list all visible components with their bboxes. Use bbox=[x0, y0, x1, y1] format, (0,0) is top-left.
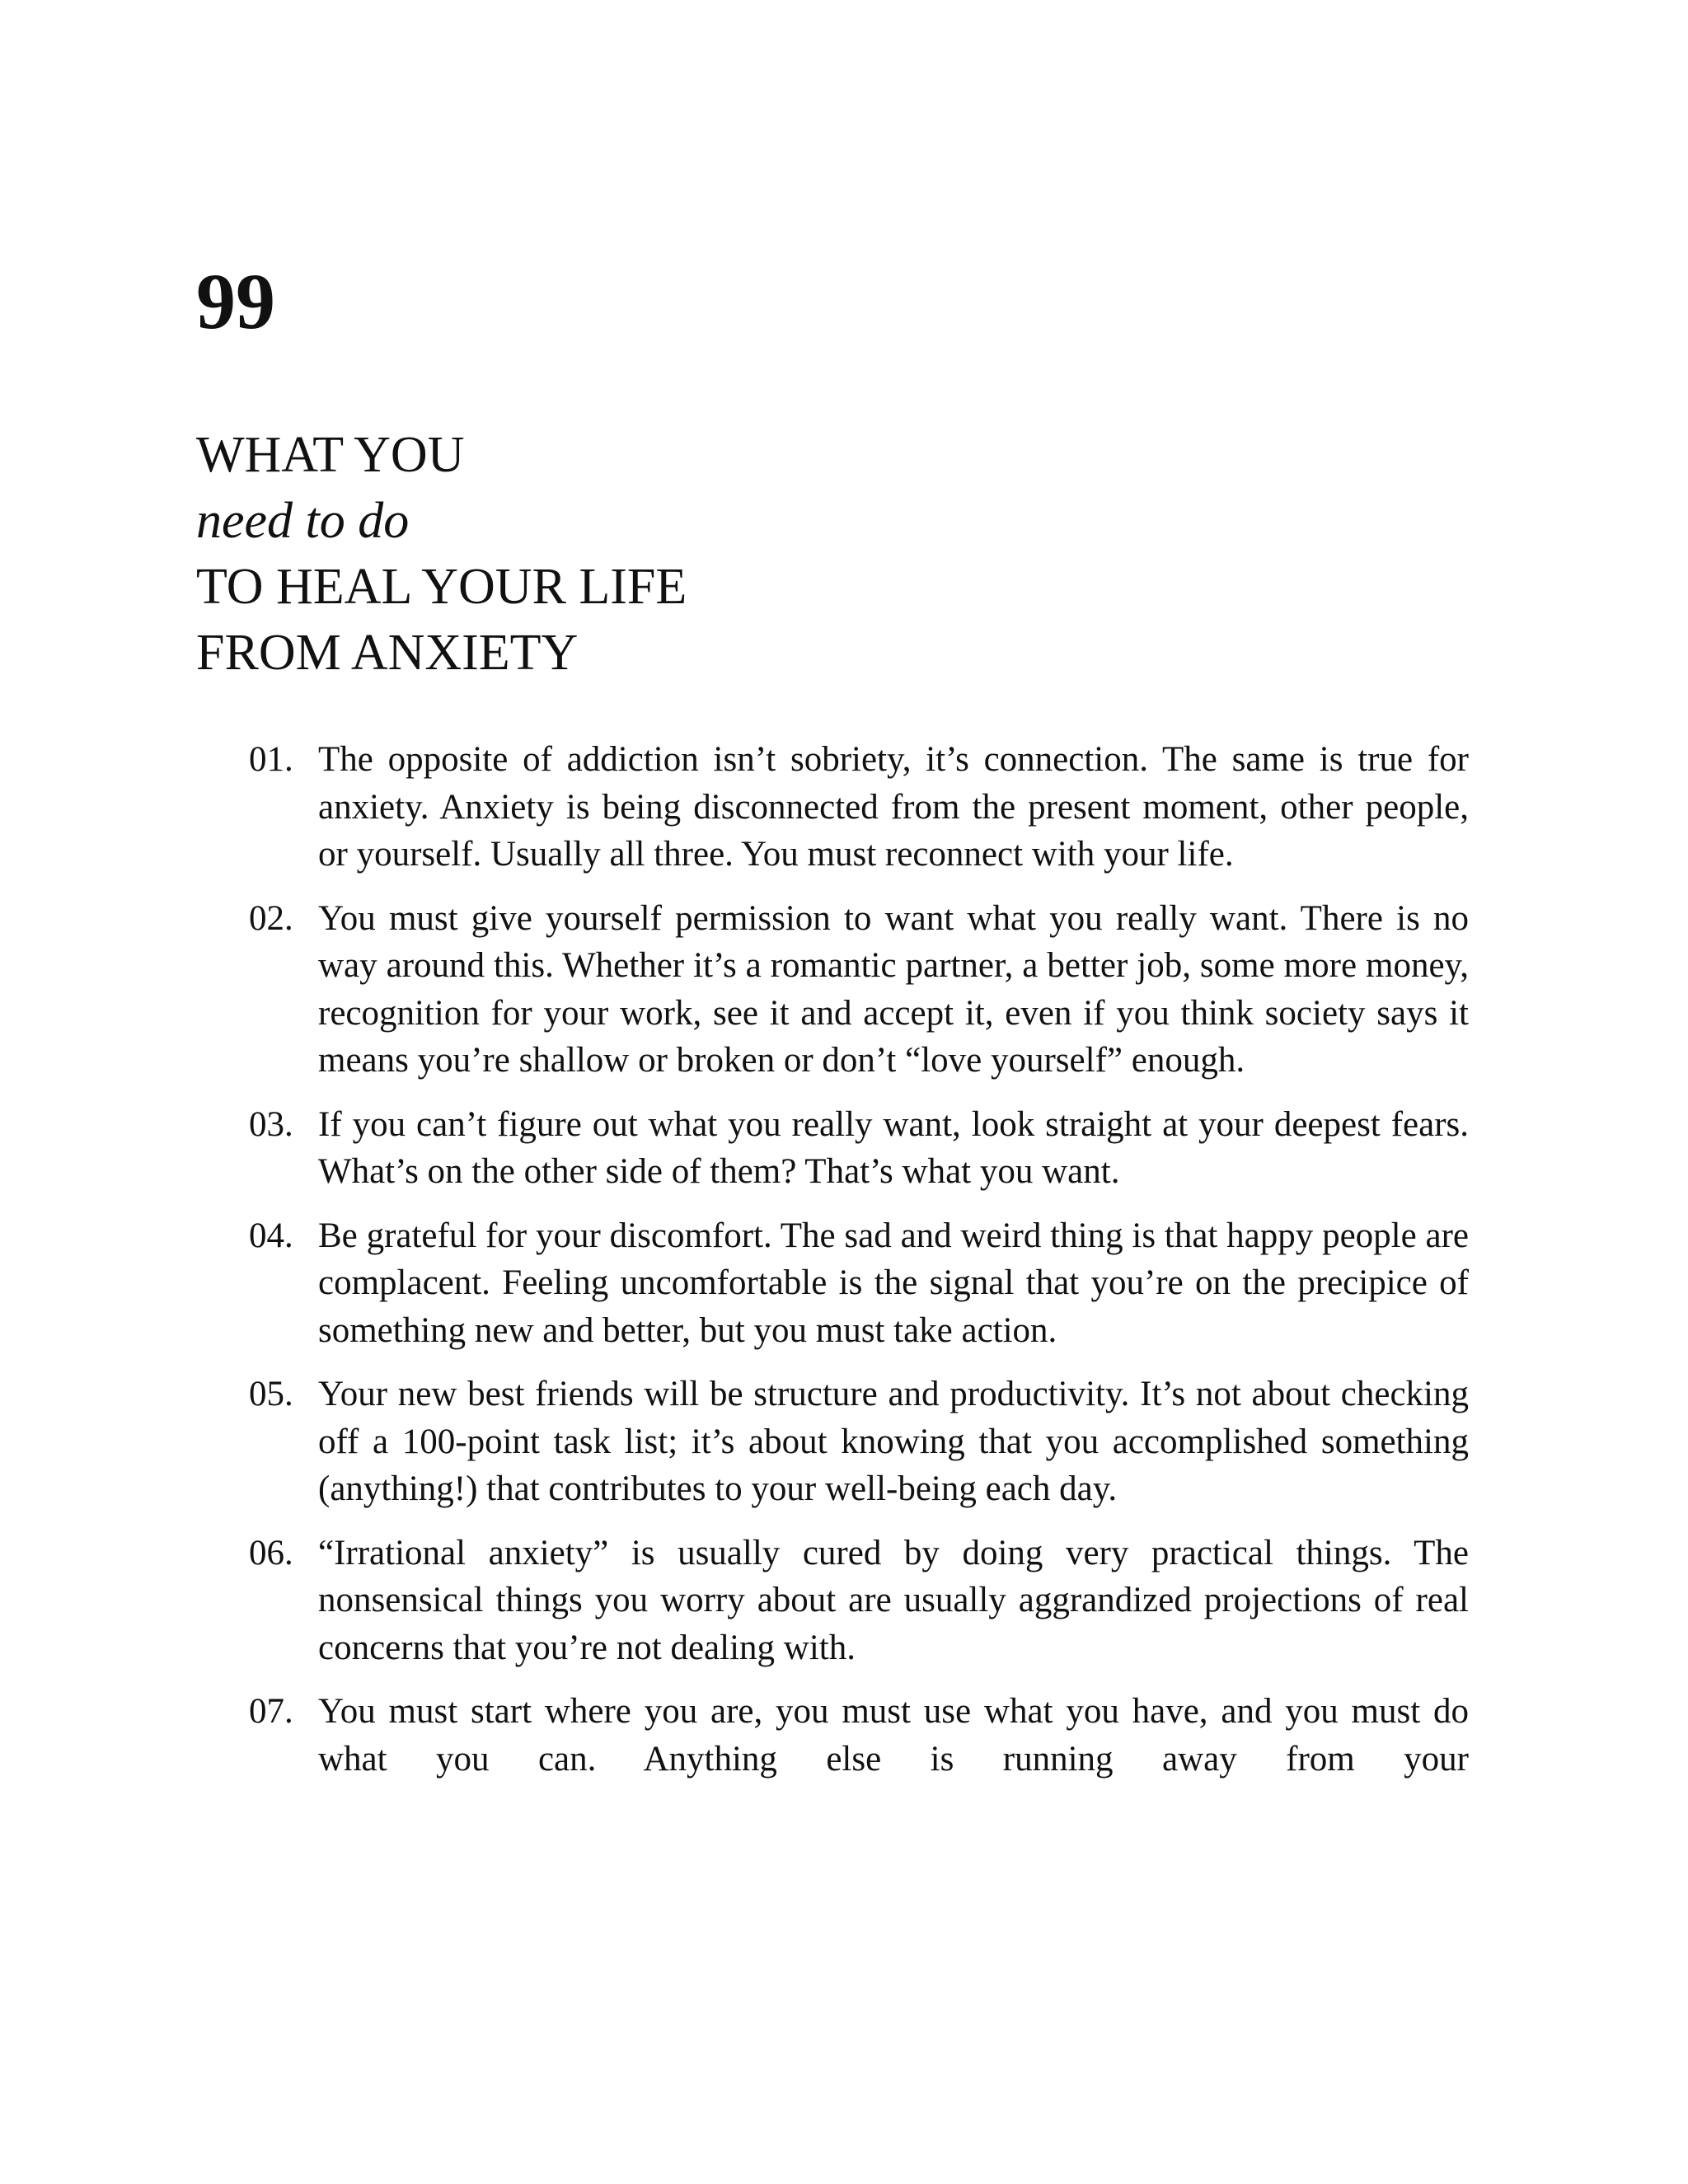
list-item-number: 02. bbox=[249, 898, 293, 938]
list-item bbox=[249, 1530, 1469, 1672]
list-item bbox=[249, 1371, 1469, 1513]
numbered-list bbox=[249, 736, 1469, 1799]
list-item bbox=[249, 1101, 1469, 1196]
list-item bbox=[249, 736, 1469, 879]
list-item bbox=[249, 895, 1469, 1085]
list-item-number: 04. bbox=[249, 1216, 293, 1255]
list-item-text: “Irrational anxiety” is usually cured by doing very practical things. The nonsensical things you worry about are usually aggrandized projections of real concerns that you’re not dealing with. bbox=[318, 1533, 1469, 1667]
list-item-number: 07. bbox=[249, 1692, 293, 1731]
list-item-text: You must start where you are, you must use what you have, and you must do what you can. Anything else is running away from your bbox=[318, 1692, 1469, 1779]
list-item-number: 05. bbox=[249, 1375, 293, 1413]
chapter-number: 99 bbox=[196, 257, 275, 345]
chapter-title-italic-line: need to do bbox=[196, 493, 410, 549]
chapter-title bbox=[196, 422, 687, 686]
list-item-number: 01. bbox=[249, 740, 293, 779]
chapter-title-line: TO HEAL YOUR LIFE bbox=[196, 559, 687, 615]
list-item bbox=[249, 1688, 1469, 1783]
list-item-text: If you can’t figure out what you really want, look straight at your deepest fears. What’s on the other side of them? That’s what you want. bbox=[318, 1104, 1469, 1191]
list-item-text: You must give yourself permission to want what you really want. There is no way around this. Whether it’s a romantic partner, a better job, some more money, recognition for your work, see it and accept it, even if you think society says it means you’re shallow or broken or don’t “love yourself” enough. bbox=[318, 898, 1469, 1080]
list-item-number: 03. bbox=[249, 1104, 293, 1144]
chapter-title-line: FROM ANXIETY bbox=[196, 625, 579, 681]
list-item-number: 06. bbox=[249, 1533, 293, 1572]
list-item-text: The opposite of addiction isn’t sobriety, it’s connection. The same is true for anxiety. Anxiety is being disconnected from the present moment, other people, or yourself. Usually all three. You must reconnect with your life. bbox=[318, 740, 1469, 874]
list-item-text: Your new best friends will be structure and productivity. It’s not about checking off a 100-point task list; it’s about knowing that you accomplished something (anything!) that contributes to your well-being each day. bbox=[318, 1375, 1469, 1508]
list-item-text: Be grateful for your discomfort. The sad and weird thing is that happy people are complacent. Feeling uncomfortable is the signal that you’re on the precipice of something new and better, but you must take action. bbox=[318, 1216, 1469, 1350]
list-item bbox=[249, 1212, 1469, 1355]
chapter-title-line: WHAT YOU bbox=[196, 427, 465, 483]
